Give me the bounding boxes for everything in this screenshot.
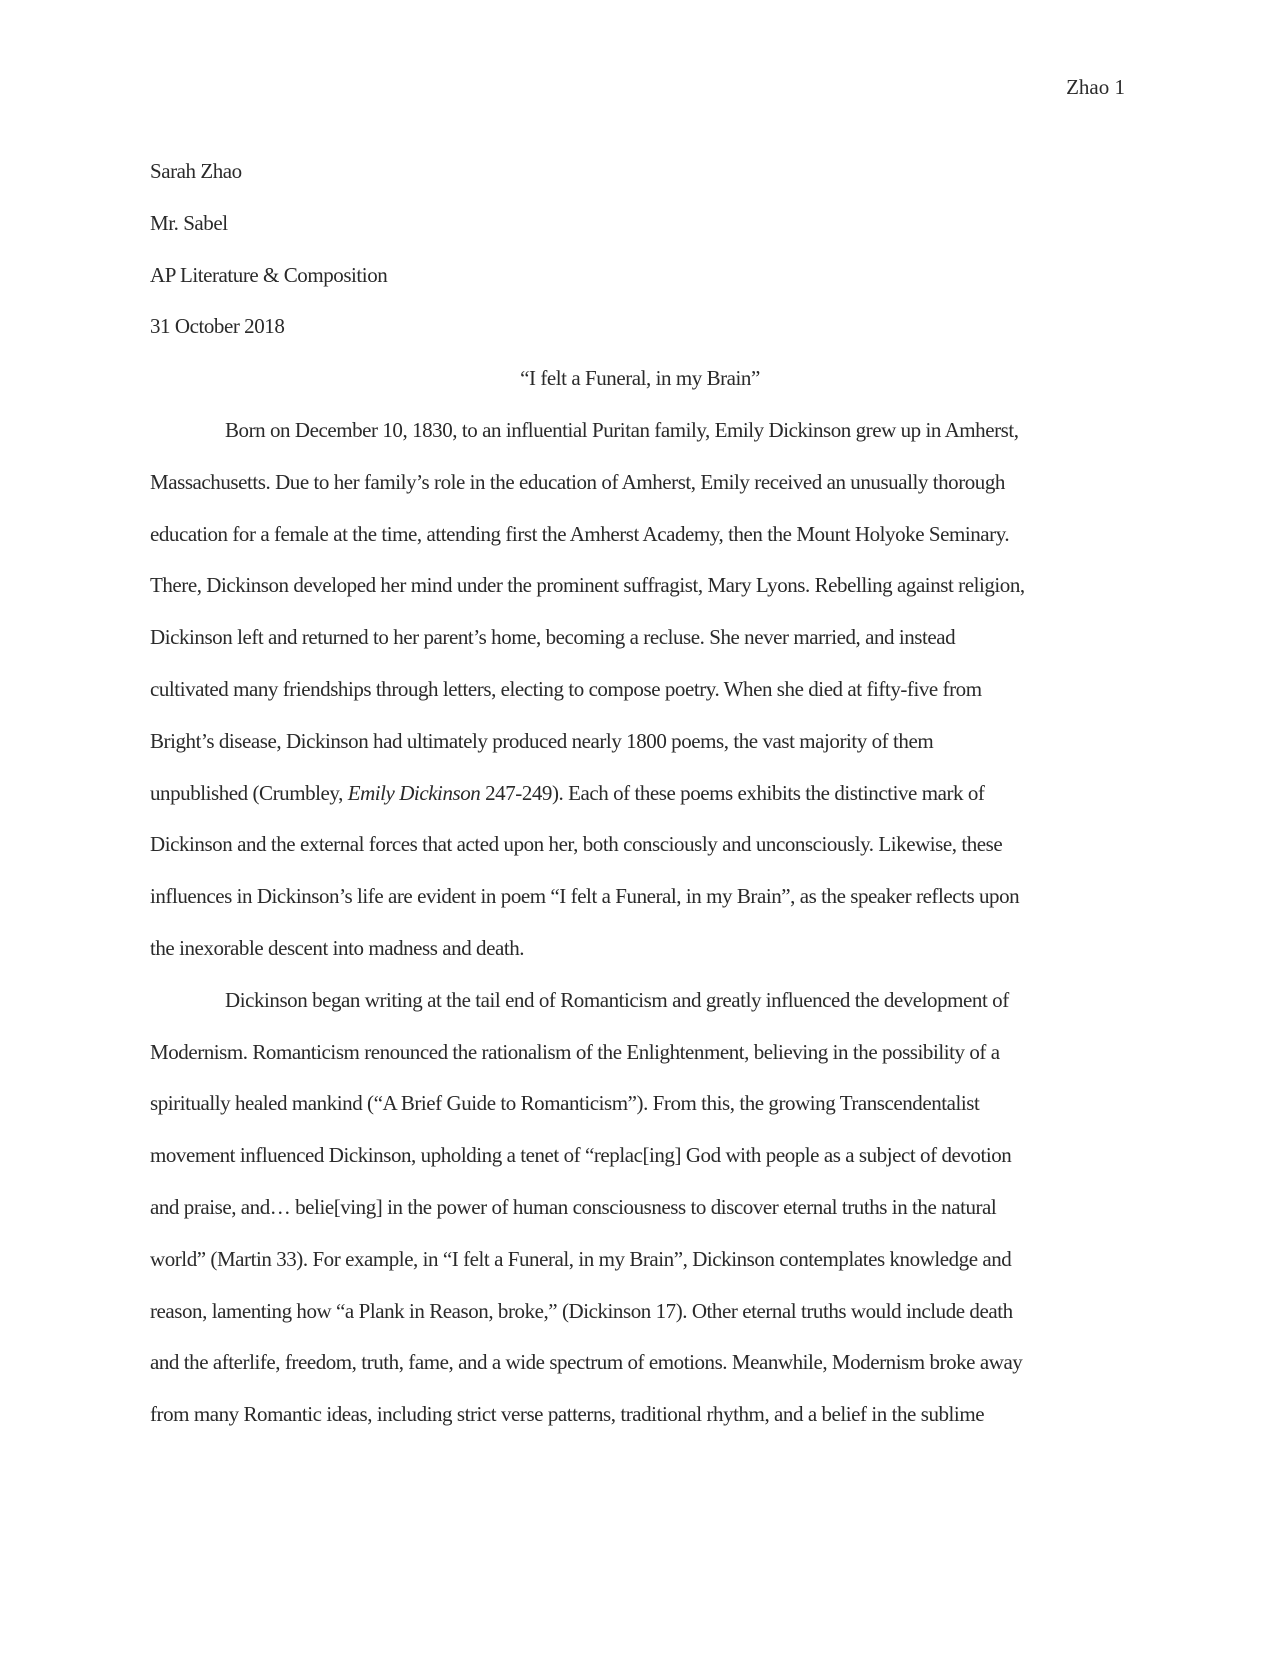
paragraph-1-line-6: cultivated many friendships through letters, electing to compose poetry. When she died at fifty-five from — [150, 676, 982, 701]
paragraph-1-line-9: Dickinson and the external forces that acted upon her, both consciously and unconsciously. Likewise, these — [150, 832, 1003, 857]
running-header: Zhao 1 — [1066, 75, 1125, 99]
citation-prefix: unpublished (Crumbley, — [150, 780, 348, 805]
paragraph-2-line-7: reason, lamenting how “a Plank in Reason, broke,” (Dickinson 17). Other eternal truths would include death — [150, 1298, 1013, 1323]
paragraph-1-line-10: influences in Dickinson’s life are evident in poem “I felt a Funeral, in my Brain”, as the speaker reflects upon — [150, 884, 1020, 909]
paragraph-1-line-4: There, Dickinson developed her mind under the prominent suffragist, Mary Lyons. Rebelling against religion, — [150, 573, 1025, 598]
paragraph-1-line-1: Born on December 10, 1830, to an influential Puritan family, Emily Dickinson grew up in Amherst, — [225, 417, 1019, 442]
paragraph-2-line-2: Modernism. Romanticism renounced the rationalism of the Enlightenment, believing in the possibility of a — [150, 1039, 1000, 1064]
paragraph-1-line-5: Dickinson left and returned to her parent’s home, becoming a recluse. She never married, and instead — [150, 625, 956, 650]
essay-title: “I felt a Funeral, in my Brain” — [520, 366, 760, 391]
citation-suffix: 247-249). Each of these poems exhibits the distinctive mark of — [480, 780, 985, 805]
essay-date: 31 October 2018 — [150, 314, 285, 339]
paragraph-2-line-4: movement influenced Dickinson, upholding a tenet of “replac[ing] God with people as a subject of devotion — [150, 1143, 1012, 1168]
paragraph-1-line-7: Bright’s disease, Dickinson had ultimately produced nearly 1800 poems, the vast majority of them — [150, 728, 934, 753]
paragraph-2-line-8: and the afterlife, freedom, truth, fame, and a wide spectrum of emotions. Meanwhile, Modernism broke away — [150, 1350, 1023, 1375]
paragraph-2-line-3: spiritually healed mankind (“A Brief Guide to Romanticism”). From this, the growing Transcendentalist — [150, 1091, 980, 1116]
paragraph-2-line-5: and praise, and… belie[ving] in the power of human consciousness to discover eternal truths in the natural — [150, 1194, 997, 1219]
author-name: Sarah Zhao — [150, 159, 242, 183]
paragraph-1-line-3: education for a female at the time, attending first the Amherst Academy, then the Mount Holyoke Seminary. — [150, 521, 1010, 546]
document-body — [150, 146, 1130, 1441]
paragraph-2-line-6: world” (Martin 33). For example, in “I felt a Funeral, in my Brain”, Dickinson contemplates knowledge and — [150, 1246, 1012, 1271]
citation-work-title: Emily Dickinson — [347, 780, 481, 805]
paragraph-1-line-2: Massachusetts. Due to her family’s role in the education of Amherst, Emily received an unusually thorough — [150, 469, 1005, 494]
paragraph-2-line-9: from many Romantic ideas, including strict verse patterns, traditional rhythm, and a belief in the sublime — [150, 1402, 985, 1427]
course-name: AP Literature & Composition — [150, 262, 388, 287]
paragraph-1-line-8 — [150, 768, 1130, 820]
paragraph-2-line-1: Dickinson began writing at the tail end of Romanticism and greatly influenced the development of — [225, 987, 1009, 1012]
paragraph-1-line-11: the inexorable descent into madness and death. — [150, 935, 525, 960]
instructor-name: Mr. Sabel — [150, 210, 228, 235]
